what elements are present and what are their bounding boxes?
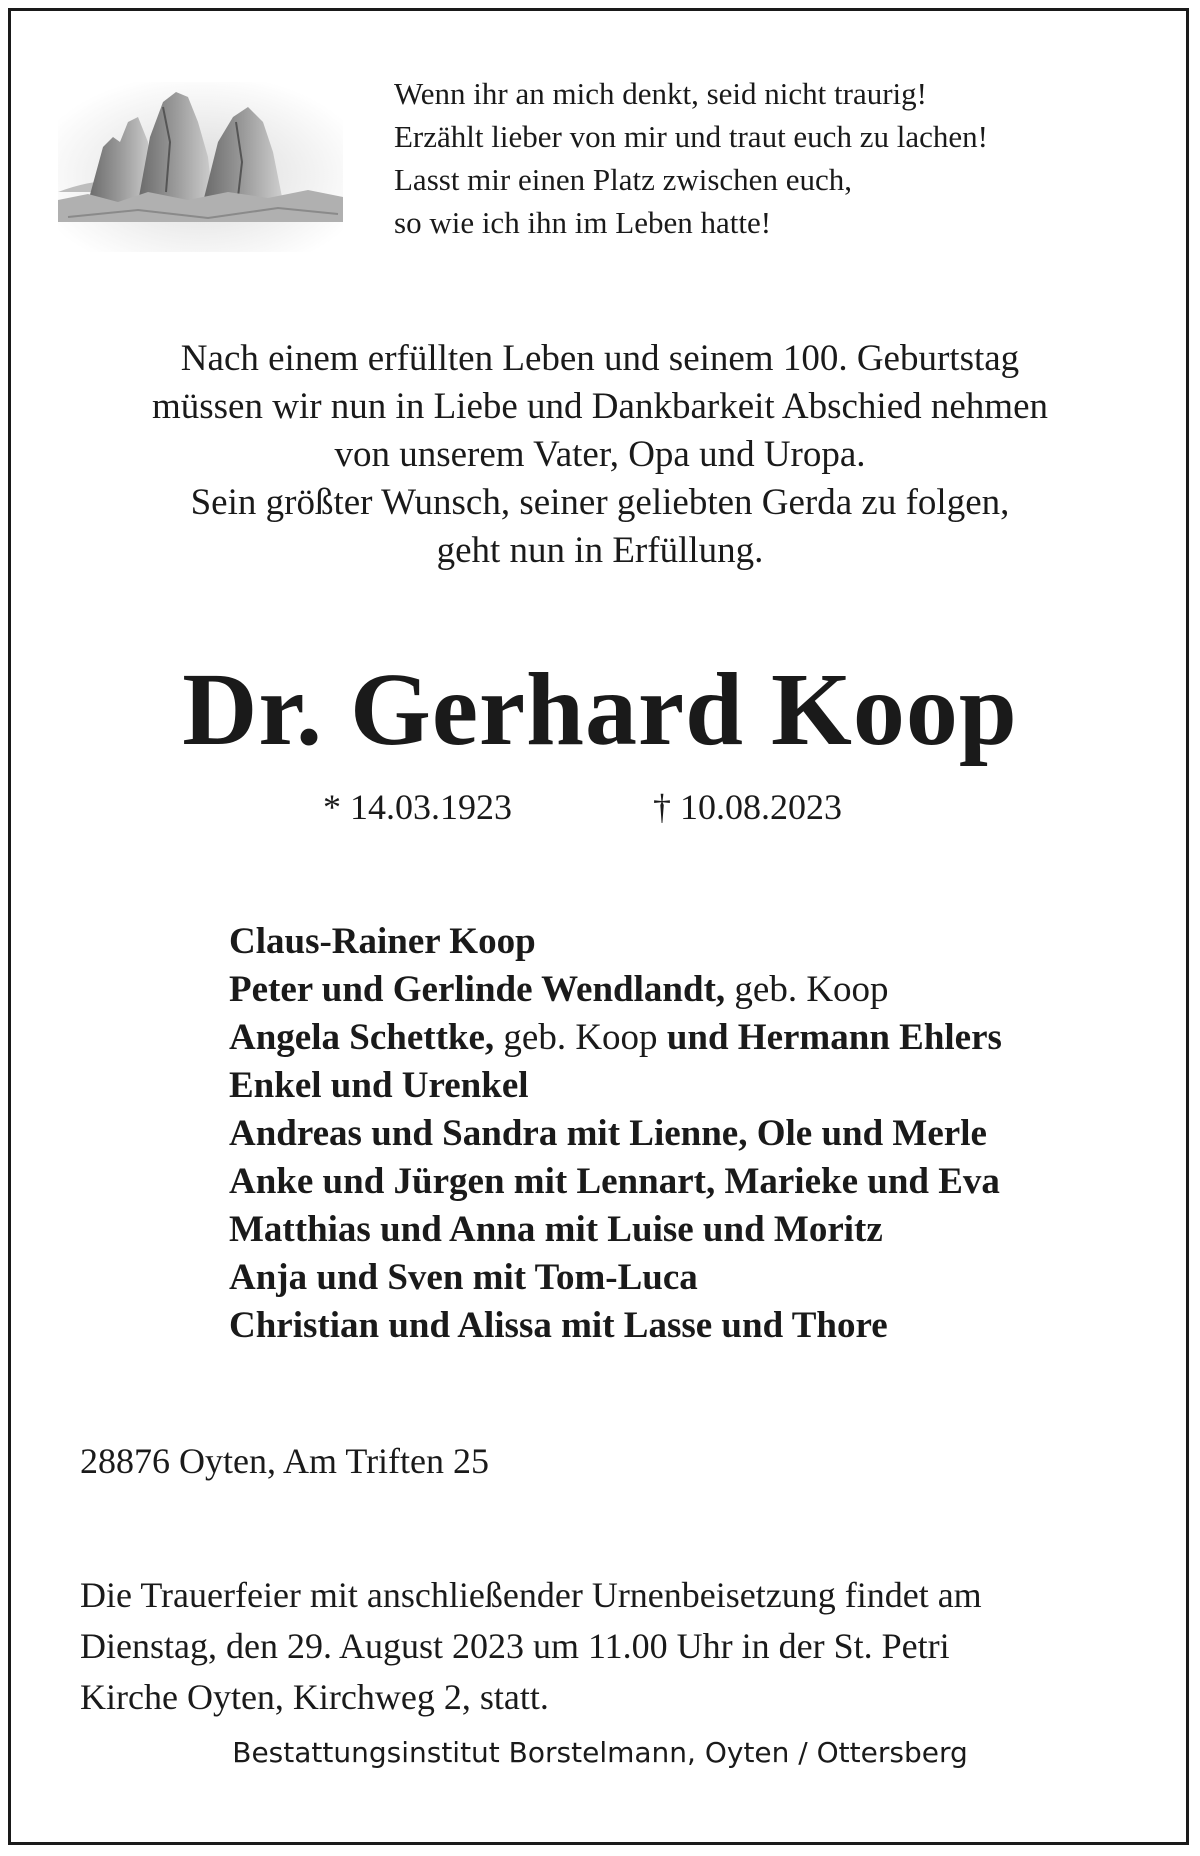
mourner-line: Christian und Alissa mit Lasse und Thore [229, 1305, 888, 1346]
service-line: Kirche Oyten, Kirchweg 2, statt. [80, 1677, 549, 1717]
poem-line: Erzählt lieber von mir und traut euch zu lachen! [394, 119, 988, 154]
mourner-line [229, 966, 1002, 1014]
deceased-name: Dr. Gerhard Koop [182, 652, 1018, 767]
poem-line: Lasst mir einen Platz zwischen euch, [394, 162, 852, 197]
intro-line: Sein größter Wunsch, seiner geliebten Gerda zu folgen, [190, 482, 1010, 523]
mourner-line: Enkel und Urenkel [229, 1065, 529, 1106]
mourner-line: Anja und Sven mit Tom-Luca [229, 1257, 698, 1298]
mourner-line: Andreas und Sandra mit Lienne, Ole und Merle [229, 1113, 987, 1154]
mourners-list [229, 918, 1002, 1350]
mountain-peaks-illustration [58, 82, 343, 252]
intro-line: Nach einem erfüllten Leben und seinem 100. Geburtstag [180, 338, 1020, 379]
mourner-note: geb. Koop [494, 1017, 667, 1058]
intro-line: geht nun in Erfüllung. [436, 530, 764, 571]
service-line: Dienstag, den 29. August 2023 um 11.00 Uhr in der St. Petri [80, 1626, 950, 1666]
mourner-line: Anke und Jürgen mit Lennart, Marieke und Eva [229, 1161, 1000, 1202]
mourner-name: und Hermann Ehlers [666, 1017, 1002, 1058]
intro-line: müssen wir nun in Liebe und Dankbarkeit Abschied nehmen [151, 386, 1049, 427]
mourner-note: geb. Koop [725, 969, 889, 1010]
death-date: † 10.08.2023 [653, 787, 842, 827]
intro-line: von unserem Vater, Opa und Uropa. [334, 434, 866, 475]
service-line: Die Trauerfeier mit anschließender Urnenbeisetzung findet am [80, 1575, 982, 1615]
mourner-line: Claus-Rainer Koop [229, 921, 536, 962]
undertaker-credit: Bestattungsinstitut Borstelmann, Oyten / Ottersberg [232, 1736, 968, 1769]
intro-text [0, 335, 1200, 575]
poem-line: Wenn ihr an mich denkt, seid nicht traurig! [394, 76, 927, 111]
mourner-name: Angela Schettke, [229, 1017, 495, 1058]
service-info [80, 1570, 982, 1723]
family-address: 28876 Oyten, Am Triften 25 [80, 1441, 490, 1481]
birth-date: * 14.03.1923 [323, 787, 512, 827]
mourner-line [229, 1014, 1002, 1062]
poem [394, 72, 988, 244]
mourner-line: Matthias und Anna mit Luise und Moritz [229, 1209, 883, 1250]
mourner-name: Peter und Gerlinde Wendlandt, [229, 969, 726, 1010]
poem-line: so wie ich ihn im Leben hatte! [394, 205, 772, 240]
